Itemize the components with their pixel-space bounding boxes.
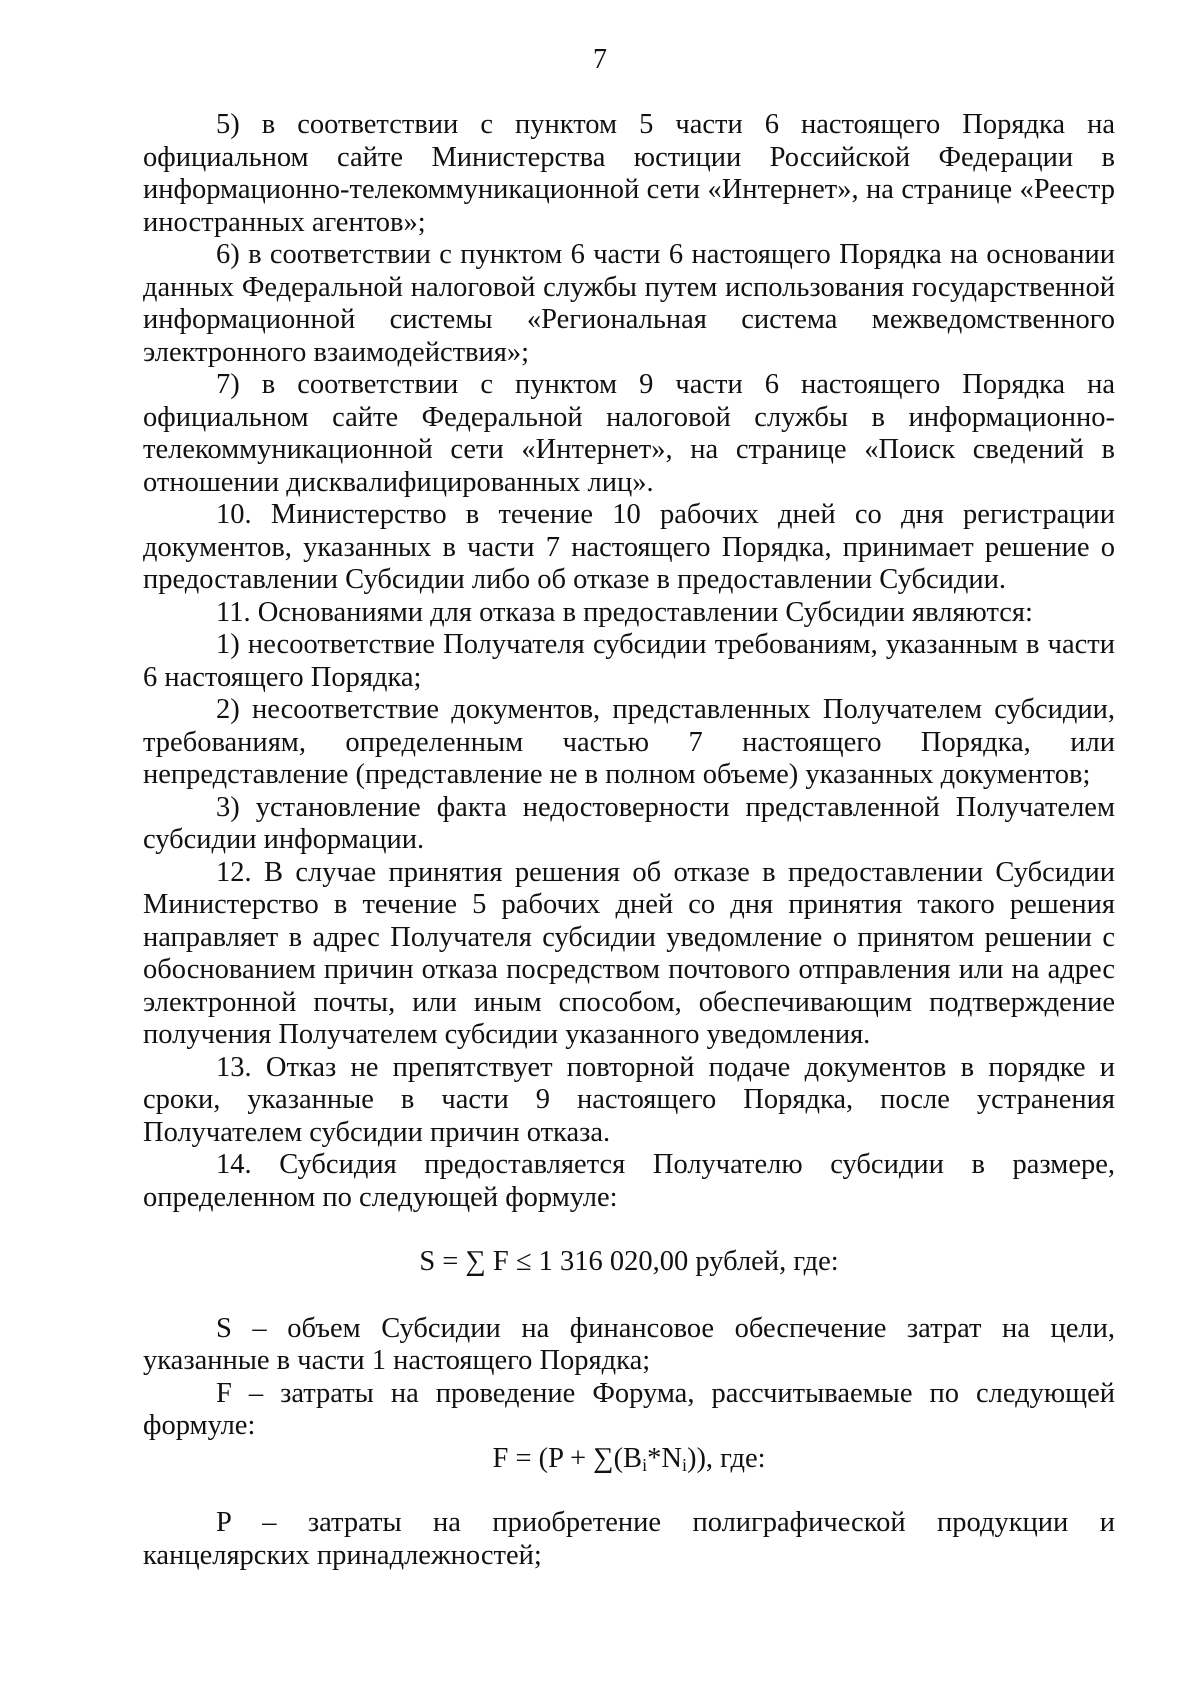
page-number: 7	[593, 44, 607, 75]
subsidy-formula: S = ∑ F ≤ 1 316 020,00 рублей, где:	[419, 1246, 839, 1277]
paragraph-section-12: 12. В случае принятия решения об отказе в предоставлении Субсидии Министерство в течение 5 рабочих дней со дня принятия такого решения направляет в адрес Получателя субсидии уведомление о принятом решении с обоснованием причин отказа посредством почтового отправления или на адрес электронной почты, или иным способом, обеспечивающим подтверждение получения Получателем субсидии указанного уведомления.	[143, 856, 1115, 1050]
formula-part-start: F = (P + ∑(B	[492, 1442, 643, 1474]
document-body	[143, 109, 1115, 1572]
paragraph-item-5: 5) в соответствии с пунктом 5 части 6 настоящего Порядка на официальном сайте Министерства юстиции Российской Федерации в информационно-телекоммуникационной сети «Интернет», на странице «Реестр иностранных агентов»;	[143, 109, 1115, 238]
formula-part-end: )), где:	[686, 1442, 766, 1474]
paragraph-section-10: 10. Министерство в течение 10 рабочих дней со дня регистрации документов, указанных в части 7 настоящего Порядка, принимает решение о предоставлении Субсидии либо об отказе в предоставлении Субсидии.	[143, 499, 1115, 595]
paragraph-section-11: 11. Основаниями для отказа в предоставлении Субсидии являются:	[216, 596, 1033, 628]
definition-s: S – объем Субсидии на финансовое обеспечение затрат на цели, указанные в части 1 настоящего Порядка;	[143, 1312, 1115, 1376]
paragraph-reason-2: 2) несоответствие документов, представленных Получателем субсидии, требованиям, определенным частью 7 настоящего Порядка, или непредставление (представление не в полном объеме) указанных документов;	[143, 694, 1115, 790]
paragraph-reason-1: 1) несоответствие Получателя субсидии требованиям, указанным в части 6 настоящего Порядка;	[143, 629, 1115, 693]
formula-subscript-b: i	[642, 1454, 648, 1475]
formula-subscript-n: i	[681, 1454, 687, 1475]
paragraph-section-14: 14. Субсидия предоставляется Получателю субсидии в размере, определенном по следующей формуле:	[143, 1149, 1115, 1213]
paragraph-reason-3: 3) установление факта недостоверности представленной Получателем субсидии информации.	[143, 791, 1115, 855]
paragraph-section-13: 13. Отказ не препятствует повторной подаче документов в порядке и сроки, указанные в части 9 настоящего Порядка, после устранения Получателем субсидии причин отказа.	[143, 1051, 1115, 1148]
forum-cost-formula	[143, 1443, 1115, 1476]
formula-part-middle: *N	[647, 1442, 682, 1474]
definition-p: P – затраты на приобретение полиграфической продукции и канцелярских принадлежностей;	[143, 1507, 1115, 1571]
paragraph-item-7: 7) в соответствии с пунктом 9 части 6 настоящего Порядка на официальном сайте Федеральной налоговой службы в информационно-телекоммуникационной сети «Интернет», на странице «Поиск сведений в отношении дисквалифицированных лиц».	[143, 369, 1115, 498]
paragraph-item-6: 6) в соответствии с пунктом 6 части 6 настоящего Порядка на основании данных Федеральной налоговой службы путем использования государственной информационной системы «Региональная система межведомственного электронного взаимодействия»;	[143, 239, 1115, 368]
definition-f: F – затраты на проведение Форума, рассчитываемые по следующей формуле:	[143, 1377, 1115, 1441]
